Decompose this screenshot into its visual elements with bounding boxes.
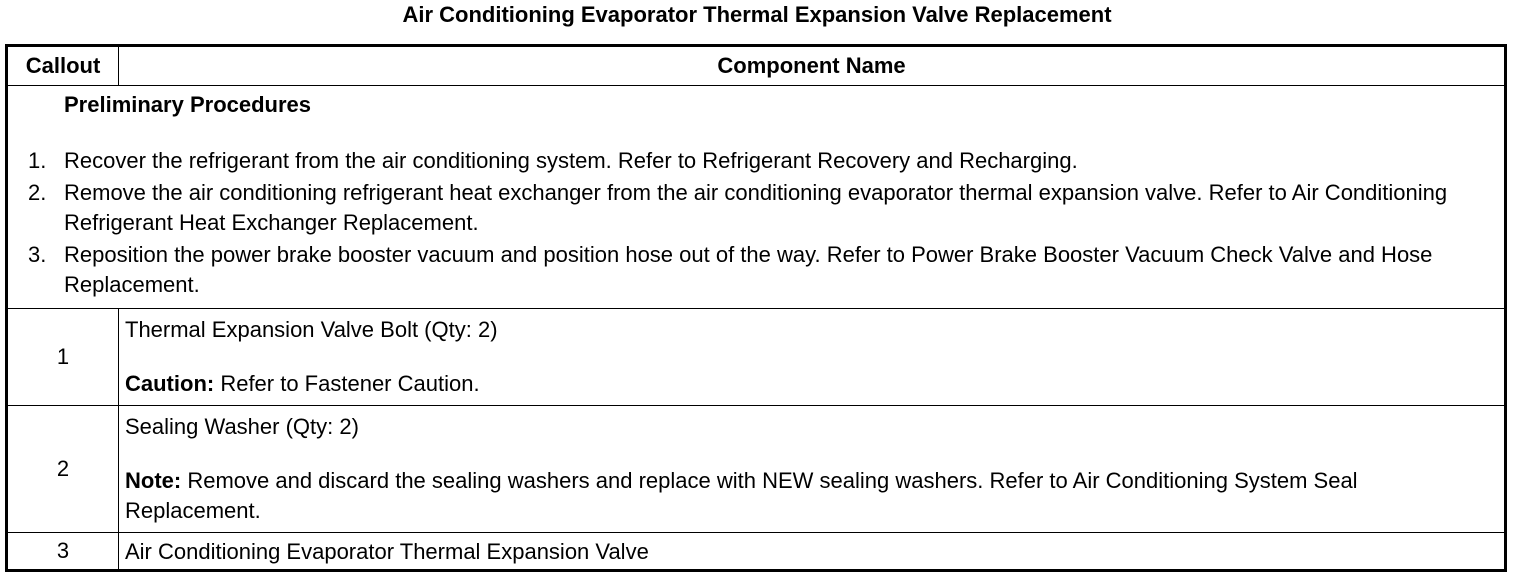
note-label: Note: [125, 468, 182, 493]
component-table [5, 44, 1507, 572]
step-number: 1. [28, 148, 47, 173]
component-cell [119, 406, 1506, 533]
preliminary-procedures [7, 86, 1506, 309]
component-cell [119, 309, 1506, 406]
preliminary-heading: Preliminary Procedures [64, 92, 312, 117]
step-text: Remove the air conditioning refrigerant heat exchanger from the air conditioning evaporator thermal expansion valve. Refer to Air Conditioning Refrigerant Heat Exchanger Replacement. [64, 180, 1448, 235]
component-name: Air Conditioning Evaporator Thermal Expansion Valve [125, 539, 649, 564]
table-row [7, 406, 1506, 533]
preliminary-row [7, 86, 1506, 309]
page-title: Air Conditioning Evaporator Thermal Expansion Valve Replacement [402, 2, 1112, 27]
callout-cell: 2 [7, 406, 119, 533]
table-row [7, 533, 1506, 571]
callout-header: Callout [7, 46, 119, 86]
step-item [28, 240, 1484, 300]
step-item [28, 146, 1484, 176]
step-number: 3. [28, 242, 47, 267]
component-note [125, 369, 1498, 399]
callout-cell: 1 [7, 309, 119, 406]
component-name: Sealing Washer (Qty: 2) [125, 414, 359, 439]
note-text: Remove and discard the sealing washers and replace with NEW sealing washers. Refer to Air Conditioning System Seal Replacement. [125, 468, 1358, 523]
step-text: Recover the refrigerant from the air conditioning system. Refer to Refrigerant Recovery and Recharging. [64, 148, 1078, 173]
table-row [7, 309, 1506, 406]
component-name: Thermal Expansion Valve Bolt (Qty: 2) [125, 317, 498, 342]
note-text: Refer to Fastener Caution. [214, 371, 480, 396]
preliminary-steps [28, 146, 1484, 300]
step-item [28, 178, 1484, 238]
component-note [125, 466, 1498, 526]
callout-cell: 3 [7, 533, 119, 571]
step-text: Reposition the power brake booster vacuum and position hose out of the way. Refer to Power Brake Booster Vacuum Check Valve and Hose Replacement. [64, 242, 1433, 297]
component-name-header: Component Name [119, 46, 1506, 86]
component-cell [119, 533, 1506, 571]
step-number: 2. [28, 180, 47, 205]
note-label: Caution: [125, 371, 215, 396]
header-row [7, 46, 1506, 86]
